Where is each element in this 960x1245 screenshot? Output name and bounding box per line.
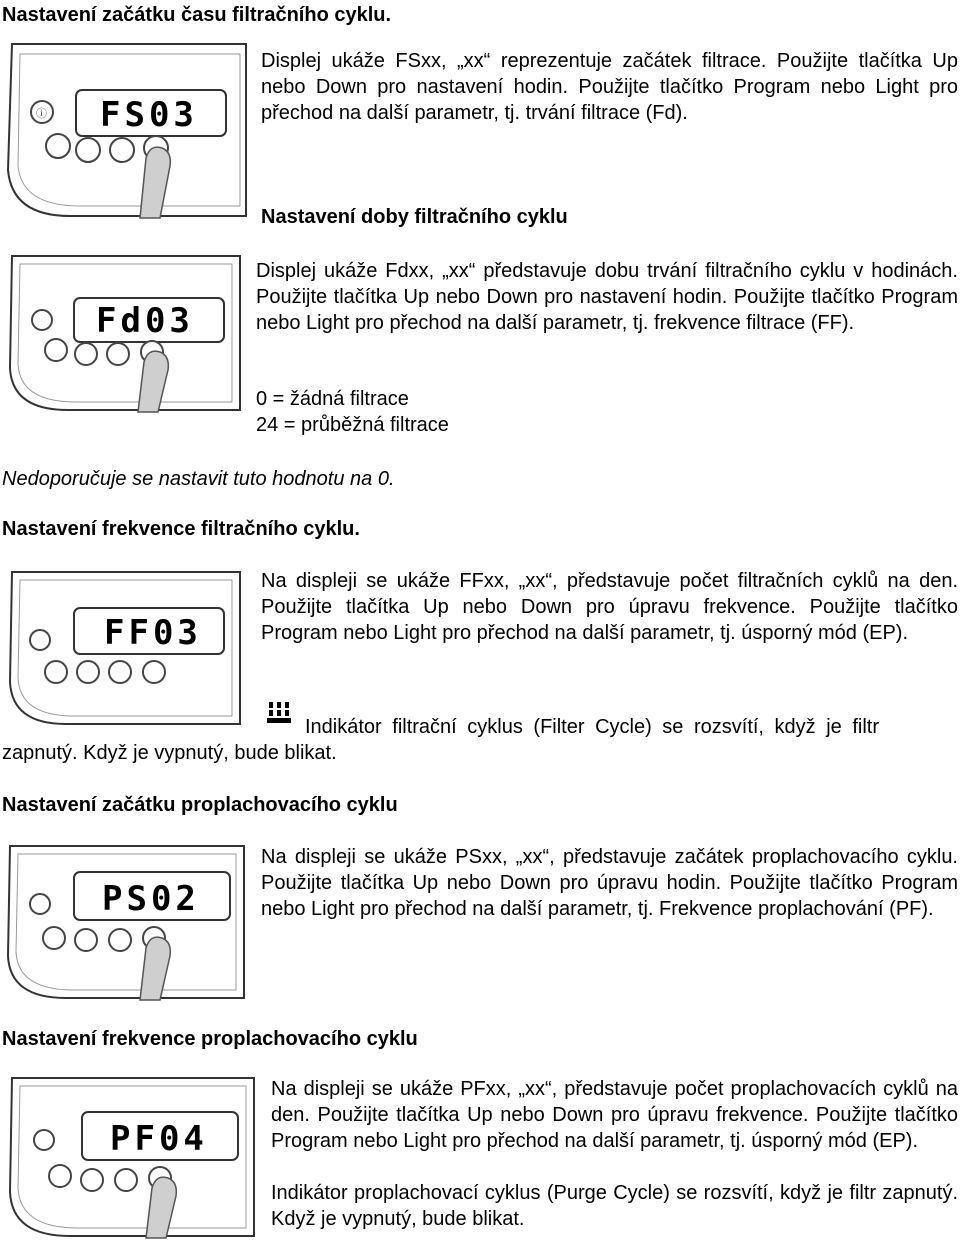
section3-heading: Nastavení frekvence filtračního cyklu. (2, 518, 360, 540)
control-panel-icon (4, 568, 244, 728)
control-panel-fs (0, 40, 250, 220)
section1-text: Displej ukáže FSxx, „xx“ reprezentuje začátek filtrace. Použijte tlačítka Up nebo Down pro nastavení hodin. Použijte tlačítko Program nebo Light pro přechod na další parametr, tj. trvání filtrace (Fd). (261, 50, 958, 124)
lcd-display: FS03 (100, 95, 198, 135)
indicator-line1: Indikátor filtrační cyklus (Filter Cycle) se rozsvítí, když je filtr (305, 716, 880, 738)
control-panel-icon (0, 40, 250, 220)
filter-cycle-indicator-icon (266, 700, 292, 733)
control-panel-fd (4, 252, 244, 414)
control-panel-ps (2, 842, 248, 1002)
svg-text:ⓘ: ⓘ (36, 108, 47, 120)
lcd-display: FF03 (104, 613, 202, 653)
section2-note: Nedoporučuje se nastavit tuto hodnotu na 0. (2, 468, 395, 490)
value-twentyfour: 24 = průběžná filtrace (256, 414, 449, 436)
control-panel-icon (2, 842, 248, 1002)
control-panel-icon (4, 1074, 258, 1240)
control-panel-ff (4, 568, 244, 728)
lcd-display: PF04 (110, 1119, 208, 1159)
lcd-display: PS02 (102, 879, 200, 919)
control-panel-pf (4, 1074, 258, 1240)
section5-text: Na displeji se ukáže PFxx, „xx“, představuje počet proplachovacích cyklů na den. Použijte tlačítka Up nebo Down pro úpravu frekvence. Použijte tlačítko Program nebo Light pro přechod na další parametr, tj. úsporný mód (EP). (271, 1078, 958, 1152)
section4-heading: Nastavení začátku proplachovacího cyklu (2, 794, 398, 816)
value-zero: 0 = žádná filtrace (256, 388, 409, 410)
section5-heading: Nastavení frekvence proplachovacího cyklu (2, 1028, 418, 1050)
section2-text: Displej ukáže Fdxx, „xx“ představuje dobu trvání filtračního cyklu v hodinách. Použijte tlačítka Up nebo Down pro nastavení hodin. Použijte tlačítko Program nebo Light pro přechod na další parametr, tj. frekvence filtrace (FF). (256, 260, 958, 334)
control-panel-icon (4, 252, 244, 414)
section2-heading: Nastavení doby filtračního cyklu (261, 206, 568, 228)
section1-heading: Nastavení začátku času filtračního cyklu. (2, 4, 392, 26)
section4-text: Na displeji se ukáže PSxx, „xx“, představuje začátek proplachovacího cyklu. Použijte tlačítka Up nebo Down pro úpravu hodin. Použijte tlačítko Program nebo Light pro přechod na další parametr, tj. Frekvence proplachování (PF). (261, 846, 958, 920)
section5-indicator: Indikátor proplachovací cyklus (Purge Cycle) se rozsvítí, když je filtr zapnutý. Když je vypnutý, bude blikat. (271, 1182, 958, 1230)
section3-text: Na displeji se ukáže FFxx, „xx“, představuje počet filtračních cyklů na den. Použijte tlačítka Up nebo Down pro úpravu frekvence. Použijte tlačítko Program nebo Light pro přechod na další parametr, tj. úsporný mód (EP). (261, 570, 958, 644)
indicator-line2: zapnutý. Když je vypnutý, bude blikat. (2, 742, 337, 764)
lcd-display: Fd03 (96, 301, 194, 341)
